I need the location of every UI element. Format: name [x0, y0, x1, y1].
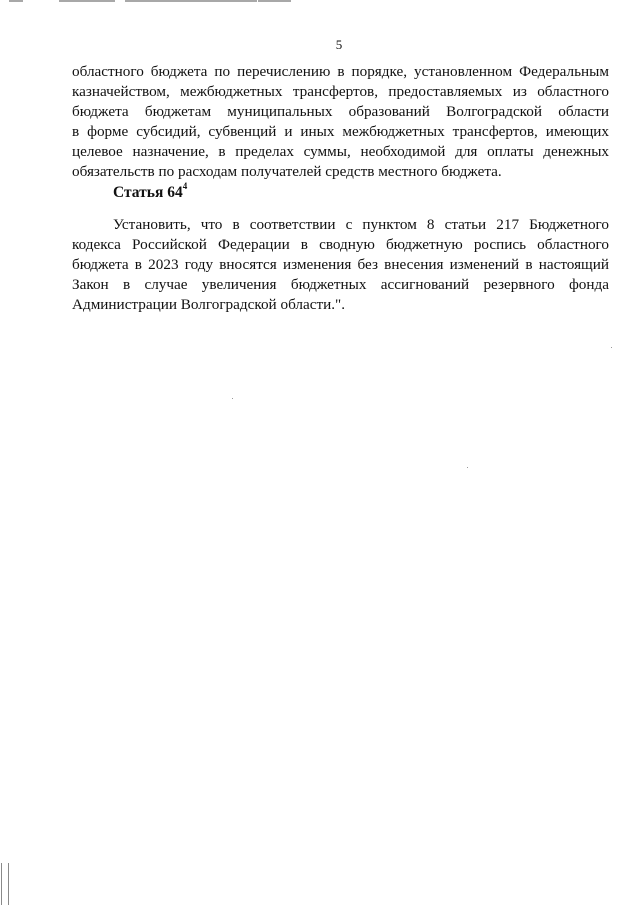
scan-edge-mark — [1, 863, 2, 905]
text-line: областного бюджета по перечислению в порядке, установленном Федеральным — [72, 63, 609, 80]
text-line: бюджета бюджетам муниципальных образований Волгоградской области — [72, 103, 609, 120]
article-title: Статья 64 — [113, 184, 183, 202]
continued-paragraph — [72, 62, 609, 182]
article-paragraph — [72, 215, 609, 315]
text-line: целевое назначение, в пределах суммы, необходимой для оплаты денежных — [72, 143, 609, 160]
scan-speck — [232, 398, 233, 399]
text-line: Администрации Волгоградской области.". — [72, 296, 346, 313]
page-number: 5 — [335, 37, 343, 52]
text-line: казначейством, межбюджетных трансфертов, предоставляемых из областного — [72, 83, 609, 100]
text-line: бюджета в 2023 году вносятся изменения без внесения изменений в настоящий — [72, 256, 609, 273]
scan-speck — [467, 467, 468, 468]
scan-edge-mark — [8, 863, 9, 905]
scan-speck — [611, 347, 612, 348]
text-line: Закон в случае увеличения бюджетных ассигнований резервного фонда — [72, 276, 609, 293]
scan-edge-mark — [59, 0, 115, 2]
scan-edge-mark — [9, 0, 23, 2]
scan-edge-mark — [258, 0, 291, 2]
text-line: кодекса Российской Федерации в сводную бюджетную роспись областного — [72, 236, 609, 253]
scan-edge-mark — [125, 0, 257, 2]
article-heading — [113, 183, 187, 202]
text-line: Установить, что в соответствии с пунктом 8 статьи 217 Бюджетного — [113, 216, 609, 233]
text-line: в форме субсидий, субвенций и иных межбюджетных трансфертов, имеющих — [72, 123, 609, 140]
article-superscript: 4 — [182, 181, 188, 191]
text-line: обязательств по расходам получателей средств местного бюджета. — [72, 163, 502, 180]
